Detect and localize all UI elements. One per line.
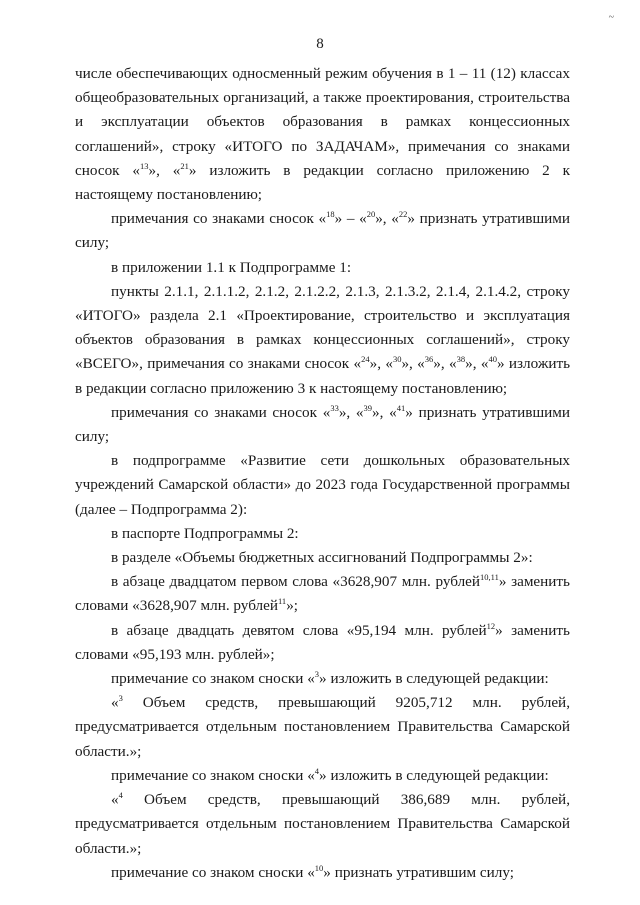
- paragraph-12: «$^3$ Объем средств, превышающий 9205,712 млн. рублей, предусматривается отдельным постановлением Правительства Самарской области.»;: [75, 693, 570, 760]
- paragraph-3: в приложении 1.1 к Подпрограмме 1:: [111, 258, 352, 276]
- footnote-ref: 20: [366, 209, 376, 220]
- footnote-ref: 10,11: [480, 572, 499, 583]
- document-body: [75, 62, 570, 885]
- footnote-ref: 18: [326, 209, 335, 220]
- footnote-ref: 21: [180, 160, 189, 171]
- footnote-ref: 30: [392, 354, 402, 365]
- footnote-ref: 22: [398, 209, 408, 220]
- paragraph-15: примечание со знаком сноски «$^{10}$» признать утратившим силу;: [111, 862, 514, 881]
- paragraph-1: числе обеспечивающих односменный режим обучения в 1 – 11 (12) классах общеобразовательных организаций, а также проектирования, строительства и эксплуатации объектов образования в рамках концессионных соглашений», строку «ИТОГО по ЗАДАЧАМ», примечания со знаками сносок «$^{13}$», «$^{21}$» изложить в редакции согласно приложению 2 к настоящему постановлению;: [75, 65, 570, 204]
- paragraph-2: примечания со знаками сносок «$^{18}$» – «$^{20}$», «$^{22}$» признать утратившими силу;: [75, 209, 571, 252]
- paragraph-10: в абзаце двадцать девятом слова «95,194 млн. рублей$^{12}$» заменить словами «95,193 млн. рублей»;: [75, 620, 570, 663]
- corner-mark: ~: [608, 12, 614, 23]
- paragraph-5: примечания со знаками сносок «$^{33}$», «$^{39}$», «$^{41}$» признать утратившими силу;: [75, 402, 571, 446]
- paragraph-14: «$^4$ Объем средств, превышающий 386,689 млн. рублей, предусматривается отдельным постановлением Правительства Самарской области.»;: [75, 790, 570, 857]
- footnote-ref: 4: [118, 790, 123, 801]
- page-number: 8: [316, 36, 324, 52]
- footnote-ref: 38: [456, 354, 466, 365]
- footnote-ref: 11: [278, 596, 287, 607]
- paragraph-4: пункты 2.1.1, 2.1.1.2, 2.1.2, 2.1.2.2, 2.1.3, 2.1.3.2, 2.1.4, 2.1.4.2, строку «ИТОГО» раздела 2.1 «Проектирование, строительство и эксплуатация объектов образования в рамках концессионных соглашений», строку «ВСЕГО», примечания со знаками сносок «$^{24}$», «$^{30}$», «$^{36}$», «$^{38}$», «$^{40}$» изложить в редакции согласно приложению 3 к настоящему постановлению;: [75, 282, 571, 397]
- paragraph-11: примечание со знаком сноски «$^3$» изложить в следующей редакции:: [111, 669, 549, 688]
- footnote-ref: 3: [314, 669, 320, 680]
- footnote-ref: 12: [486, 620, 496, 631]
- footnote-ref: 36: [424, 354, 434, 365]
- paragraph-8: в разделе «Объемы бюджетных ассигнований Подпрограммы 2»:: [111, 549, 533, 567]
- paragraph-6: в подпрограмме «Развитие сети дошкольных образовательных учреждений Самарской области» до 2023 года Государственной программы (далее – Подпрограмма 2):: [75, 452, 570, 518]
- paragraph-9: в абзаце двадцатом первом слова «3628,907 млн. рублей$^{10,11}$» заменить словами «3628,907 млн. рублей$^{11}$»;: [75, 572, 570, 615]
- footnote-ref: 10: [314, 862, 324, 873]
- footnote-ref: 24: [361, 354, 370, 365]
- paragraph-7: в паспорте Подпрограммы 2:: [111, 524, 299, 542]
- paragraph-13: примечание со знаком сноски «$^4$» изложить в следующей редакции:: [111, 765, 549, 784]
- footnote-ref: 41: [396, 402, 406, 413]
- footnote-ref: 39: [363, 402, 373, 413]
- footnote-ref: 40: [488, 354, 497, 365]
- footnote-ref: 3: [118, 693, 123, 704]
- footnote-ref: 33: [330, 402, 339, 413]
- footnote-ref: 13: [140, 160, 149, 171]
- footnote-ref: 4: [314, 765, 320, 776]
